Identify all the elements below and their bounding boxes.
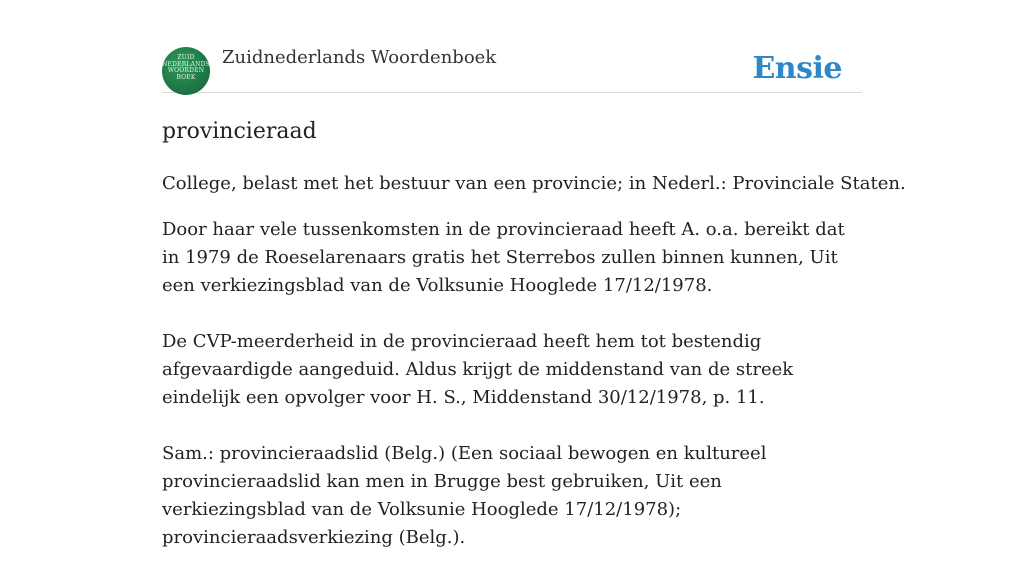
header bbox=[162, 40, 862, 93]
logo-line: BOEK bbox=[176, 73, 196, 81]
example-text: De CVP-meerderheid in de provincieraad heeft hem tot bestendig afgevaardigde aangeduid. Aldus krijgt de middenstand van de streek eindelijk een opvolger voor H. S., Middenstand 30/12/1978, p. 11. bbox=[162, 331, 794, 408]
logo-line: NEDERLANDS bbox=[162, 60, 210, 68]
entry-card bbox=[162, 40, 906, 580]
logo-text bbox=[162, 55, 210, 81]
dictionary-logo[interactable] bbox=[162, 47, 210, 95]
logo-line: ZUID bbox=[177, 54, 195, 61]
logo-line: WOORDEN bbox=[167, 67, 205, 74]
entry-content bbox=[162, 93, 906, 552]
definition-text: College, belast met het bestuur van een provincie; in Nederl.: Provinciale Staten. bbox=[162, 173, 906, 194]
example-text: Sam.: provincieraadslid (Belg.) (Een sociaal bewogen en kultureel provincieraadslid kan men in Brugge best gebruiken, Uit een verkiezingsblad van de Volksunie Hooglede 17/12/1978); provincieraadsverkiezing (Belg.). bbox=[162, 443, 767, 548]
ensie-brand-logo[interactable]: Ensie bbox=[752, 51, 842, 86]
example-text: Door haar vele tussenkomsten in de provincieraad heeft A. o.a. bereikt dat in 1979 de Roeselarenaars gratis het Sterrebos zullen binnen kunnen, Uit een verkiezingsblad van de Volksunie Hooglede 17/12/1978. bbox=[162, 219, 845, 296]
headword-title: provincieraad bbox=[162, 119, 317, 144]
dictionary-name-link[interactable]: Zuidnederlands Woordenboek bbox=[222, 47, 497, 68]
